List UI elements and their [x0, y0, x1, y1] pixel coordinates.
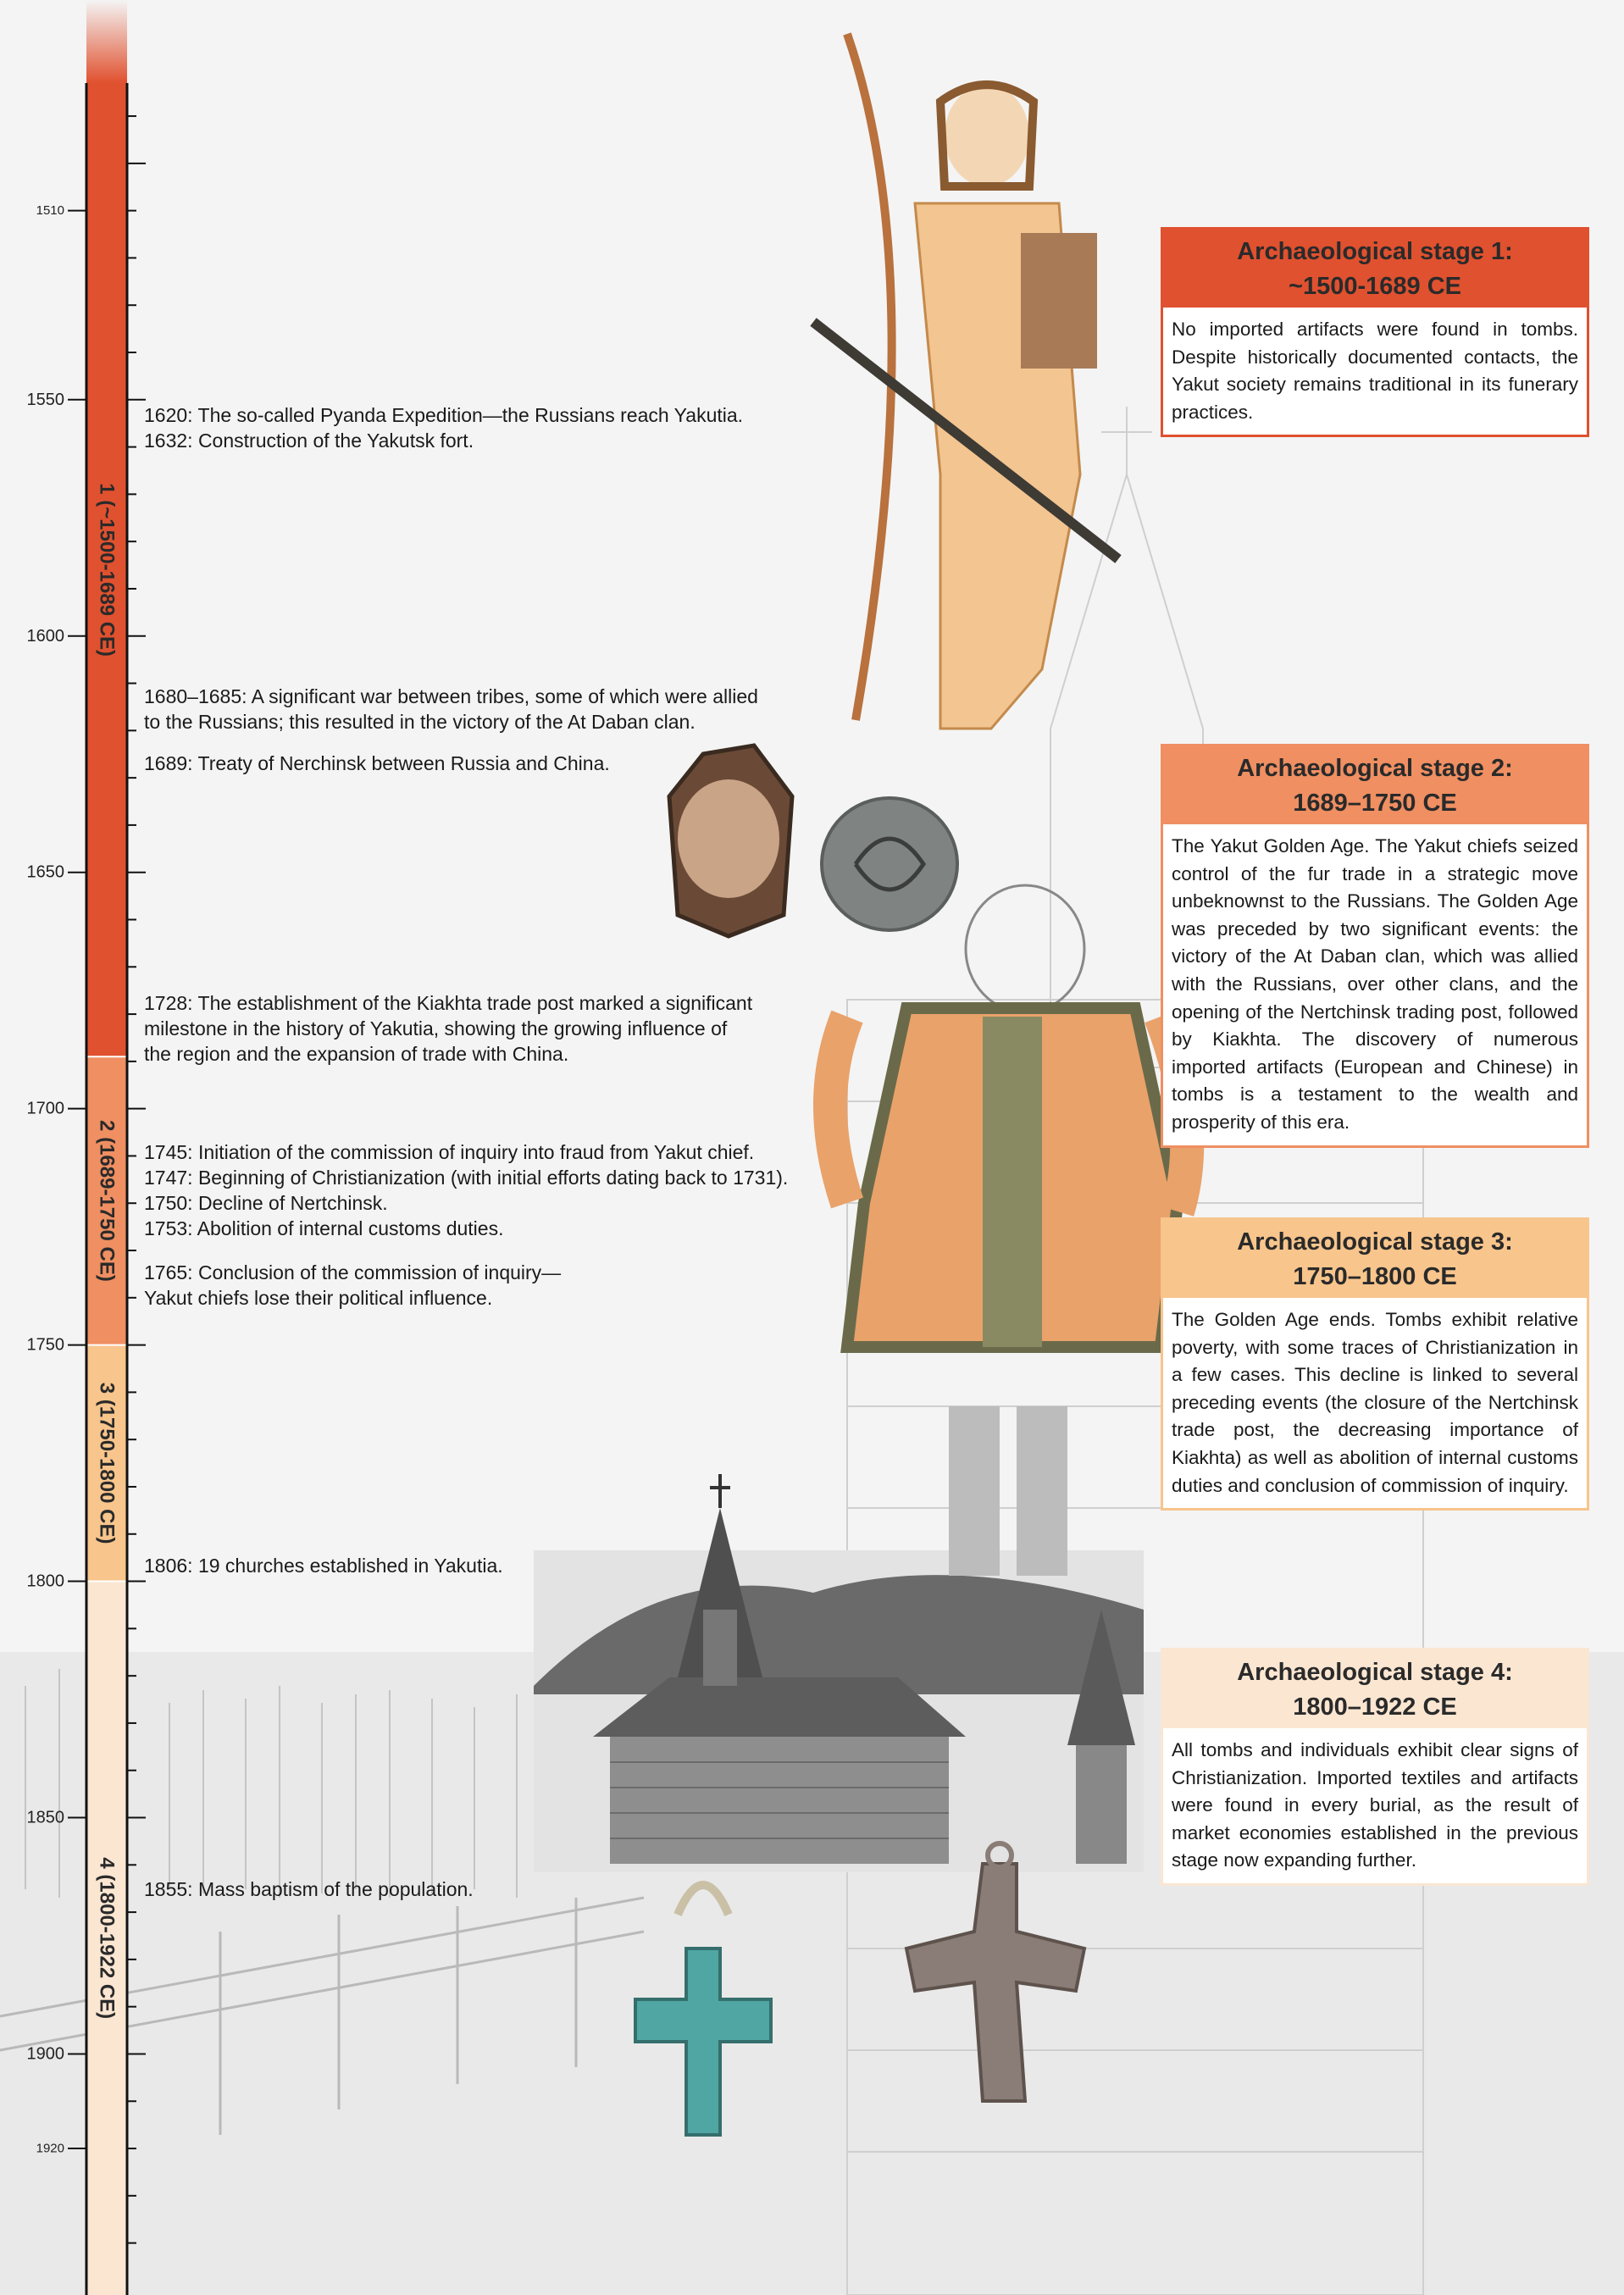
- event-line: 1806: 19 churches established in Yakutia.: [144, 1555, 503, 1577]
- event-line: 1753: Abolition of internal customs duties.: [144, 1217, 504, 1239]
- year-label: 1850: [26, 1808, 64, 1827]
- year-label: 1900: [26, 2044, 64, 2064]
- stage-description: The Yakut Golden Age. The Yakut chiefs seized control of the fur trade in a strategic move unbeknownst to the Russians. The Golden Age was preceded by two significant events: the victory of the At Daban clan, which was allied with the Russians, over other clans, and the opening of the Nertchinsk trading post, followed by Kiakhta. The discovery of numerous imported artifacts (European and Chinese) in tombs is a testament to the wealth and prosperity of this era.: [1172, 835, 1578, 1133]
- event-line: 1765: Conclusion of the commission of inquiry—: [144, 1261, 562, 1283]
- event-line: 1855: Mass baptism of the population.: [144, 1878, 474, 1900]
- year-label: 1550: [26, 390, 64, 409]
- event-1680-1685: [144, 684, 758, 735]
- stage-range: ~1500-1689 CE: [1289, 273, 1461, 300]
- stage-title: Archaeological stage 2:: [1237, 755, 1513, 782]
- event-1806: [144, 1553, 503, 1578]
- year-label: 1750: [26, 1335, 64, 1355]
- event-line: Yakut chiefs lose their political influence.: [144, 1287, 493, 1309]
- stage-description: All tombs and individuals exhibit clear signs of Christianization. Imported textiles and artifacts were found in every burial, as the result of market economies established in the previous stage now expanding further.: [1172, 1739, 1578, 1871]
- stage-title: Archaeological stage 4:: [1237, 1659, 1513, 1686]
- stage-title: Archaeological stage 3:: [1237, 1228, 1513, 1256]
- event-1745-1753: [144, 1139, 788, 1241]
- stage-2-header: [1163, 746, 1587, 824]
- event-line: 1620: The so-called Pyanda Expedition—the Russians reach Yakutia.: [144, 404, 744, 426]
- stage-1-header: [1163, 230, 1587, 308]
- event-1765: [144, 1260, 561, 1311]
- period-label: 1 (~1500-1689 CE): [95, 483, 119, 657]
- stage-3-header: [1163, 1220, 1587, 1298]
- stage-3-box: [1161, 1217, 1589, 1511]
- event-line: to the Russians; this resulted in the victory of the At Daban clan.: [144, 711, 696, 733]
- event-1689: [144, 751, 610, 776]
- event-line: 1632: Construction of the Yakutsk fort.: [144, 430, 474, 452]
- stage-description: No imported artifacts were found in tombs. Despite historically documented contacts, the Yakut society remains traditional in its funerary practices.: [1172, 319, 1578, 423]
- event-1620-1632: [144, 402, 743, 453]
- event-line: 1750: Decline of Nertchinsk.: [144, 1192, 388, 1214]
- stage-4-header: [1163, 1650, 1587, 1728]
- event-line: 1745: Initiation of the commission of inquiry into fraud from Yakut chief.: [144, 1141, 755, 1163]
- year-label: 1800: [26, 1572, 64, 1591]
- period-label: 2 (1689-1750 CE): [95, 1120, 119, 1282]
- event-1728: [144, 990, 752, 1067]
- event-line: 1728: The establishment of the Kiakhta trade post marked a significant: [144, 992, 753, 1014]
- event-line: milestone in the history of Yakutia, showing the growing influence of: [144, 1017, 728, 1039]
- timeline-fade-segment: [86, 0, 127, 83]
- stage-range: 1689–1750 CE: [1293, 790, 1457, 817]
- event-line: the region and the expansion of trade with China.: [144, 1043, 569, 1065]
- year-label: 1510: [36, 203, 64, 219]
- stage-range: 1750–1800 CE: [1293, 1263, 1457, 1290]
- year-label: 1920: [36, 2141, 64, 2156]
- stage-range: 1800–1922 CE: [1293, 1694, 1457, 1721]
- period-label: 3 (1750-1800 CE): [95, 1382, 119, 1544]
- year-label: 1700: [26, 1099, 64, 1118]
- stage-description: The Golden Age ends. Tombs exhibit relative poverty, with some traces of Christianization in a few cases. This decline is linked to several preceding events (the closure of the Nertchinsk trade post, the decreasing importance of Kiakhta) as well as abolition of internal customs duties and conclusion of commission of inquiry.: [1172, 1309, 1578, 1496]
- year-label: 1650: [26, 862, 64, 882]
- year-label: 1600: [26, 626, 64, 646]
- event-line: 1689: Treaty of Nerchinsk between Russia and China.: [144, 752, 610, 774]
- stage-2-box: [1161, 744, 1589, 1148]
- stage-4-box: [1161, 1648, 1589, 1886]
- event-line: 1747: Beginning of Christianization (with initial efforts dating back to 1731).: [144, 1167, 789, 1189]
- stage-1-box: [1161, 227, 1589, 437]
- event-1855: [144, 1876, 474, 1902]
- stage-title: Archaeological stage 1:: [1237, 238, 1513, 265]
- event-line: 1680–1685: A significant war between tribes, some of which were allied: [144, 685, 758, 707]
- period-label: 4 (1800-1922 CE): [95, 1857, 119, 2020]
